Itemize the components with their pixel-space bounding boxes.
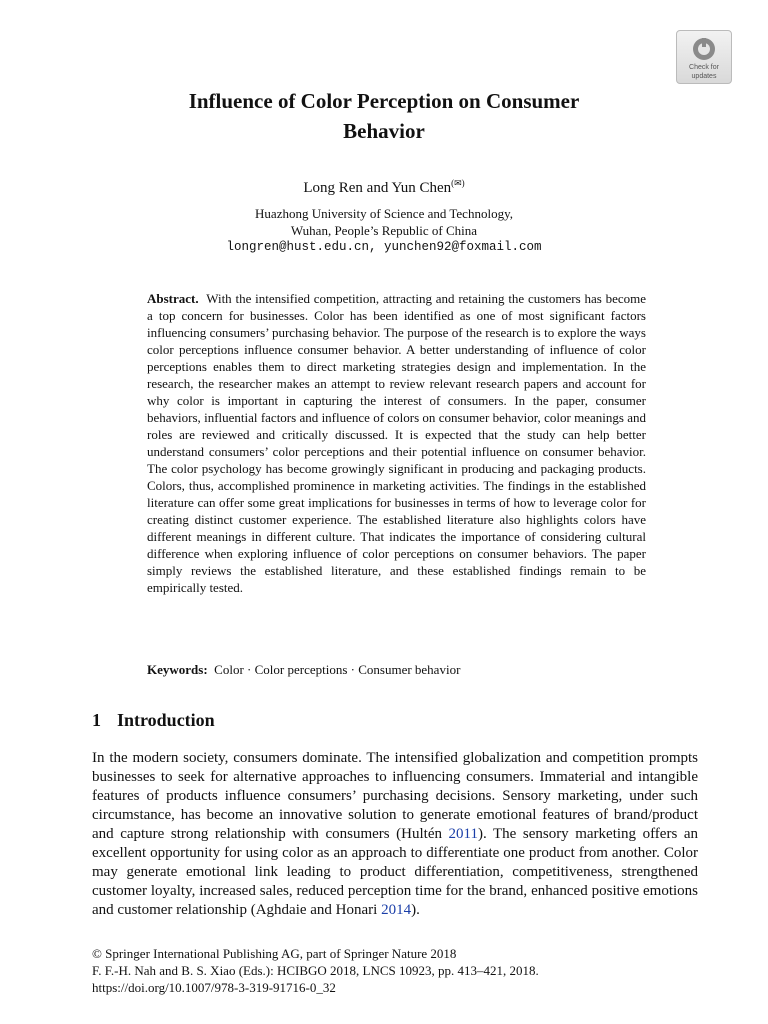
intro-text-3: ). — [411, 902, 420, 918]
email-envelope-icon: (✉) — [451, 178, 465, 188]
author-emails: longren@hust.edu.cn, yunchen92@foxmail.com — [226, 240, 542, 254]
doi-link[interactable]: https://doi.org/10.1007/978-3-319-91716-0_32 — [92, 980, 336, 995]
keywords — [147, 661, 646, 678]
citation-line: F. F.-H. Nah and B. S. Xiao (Eds.): HCIBGO 2018, LNCS 10923, pp. 413–421, 2018. — [92, 963, 539, 978]
check-for-updates-badge[interactable] — [676, 30, 732, 84]
section-heading-introduction — [92, 709, 215, 731]
citation-link-aghdaie-2014[interactable]: 2014 — [381, 902, 412, 918]
keywords-label: Keywords: — [147, 662, 208, 677]
abstract-text: With the intensified competition, attracting and retaining the customers has become a top concern for businesses. Color has been identified as one of most significant factors influencing consumers’ purchasing behavior. The purpose of the research is to explore the ways color perceptions influence consumer behavior. A better understanding of influence of color perceptions enables them to direct marketing strategies design and implementation. In the research, the researcher makes an attempt to review relevant research papers and account for why color is important in capturing the interest of consumers. In the paper, consumer behaviors, influential factors and influence of colors on consumer behavior, color meanings and roles are reviewed and critically discussed. It is expected that the study can help better understand consumers’ color perceptions and their potential influence on consumer behavior. The color psychology has become growingly significant in producing and packaging products. Colors, thus, accomplished prominence in marketing activities. The findings in the established literature can offer some great implications for businesses in terms of how to leverage color for creating distinct customer experience. The established literature also highlights colors have different meanings in different culture. That indicates the importance of considering cultural difference when exploring influence of color perceptions on consumer behaviors. The paper simply reviews the established literature, and these established findings remain to be empirically tested. — [147, 291, 646, 595]
introduction-paragraph — [92, 749, 698, 920]
author-names: Long Ren and Yun Chen — [303, 180, 452, 196]
affiliation-line-1: Huazhong University of Science and Technology, — [255, 206, 513, 221]
keywords-list: Color · Color perceptions · Consumer behavior — [214, 662, 461, 677]
intro-text-2: ). The sensory marketing offers an excellent opportunity for using color as an approach to differentiate one product from another. Color may generate emotional link leading to product differentiation, competitiveness, strengthened customer loyalty, increased sales, reduced perception time for the brand, enhanced positive emotions and customer relationship (Aghdaie and Honari — [92, 826, 698, 918]
citation-link-hulten-2011[interactable]: 2011 — [448, 826, 478, 842]
title-line-1: Influence of Color Perception on Consumer — [188, 89, 580, 113]
abstract-label: Abstract. — [147, 291, 199, 306]
intro-text-1: In the modern society, consumers dominate. The intensified globalization and competition prompts businesses to seek for alternative approaches to influencing consumers. Immaterial and intangible features of products influence consumers’ purchasing decisions. Sensory marketing, under such circumstance, has become an innovative solution to generate emotional features of brand/product and capture strong relationship with consumers (Hultén — [92, 750, 698, 842]
badge-label-1: Check for — [689, 64, 719, 71]
copyright-line: © Springer International Publishing AG, part of Springer Nature 2018 — [92, 946, 457, 961]
section-title: Introduction — [117, 710, 215, 730]
author-line — [0, 173, 768, 198]
paper-title — [120, 86, 648, 146]
section-number: 1 — [92, 710, 101, 730]
affiliation-line-2: Wuhan, People’s Republic of China — [290, 223, 478, 238]
affiliation-block — [0, 205, 768, 256]
check-updates-icon — [691, 36, 717, 62]
badge-label-2: updates — [691, 73, 717, 80]
abstract — [147, 290, 646, 596]
title-line-2: Behavior — [343, 119, 425, 143]
publication-footer — [92, 945, 712, 996]
